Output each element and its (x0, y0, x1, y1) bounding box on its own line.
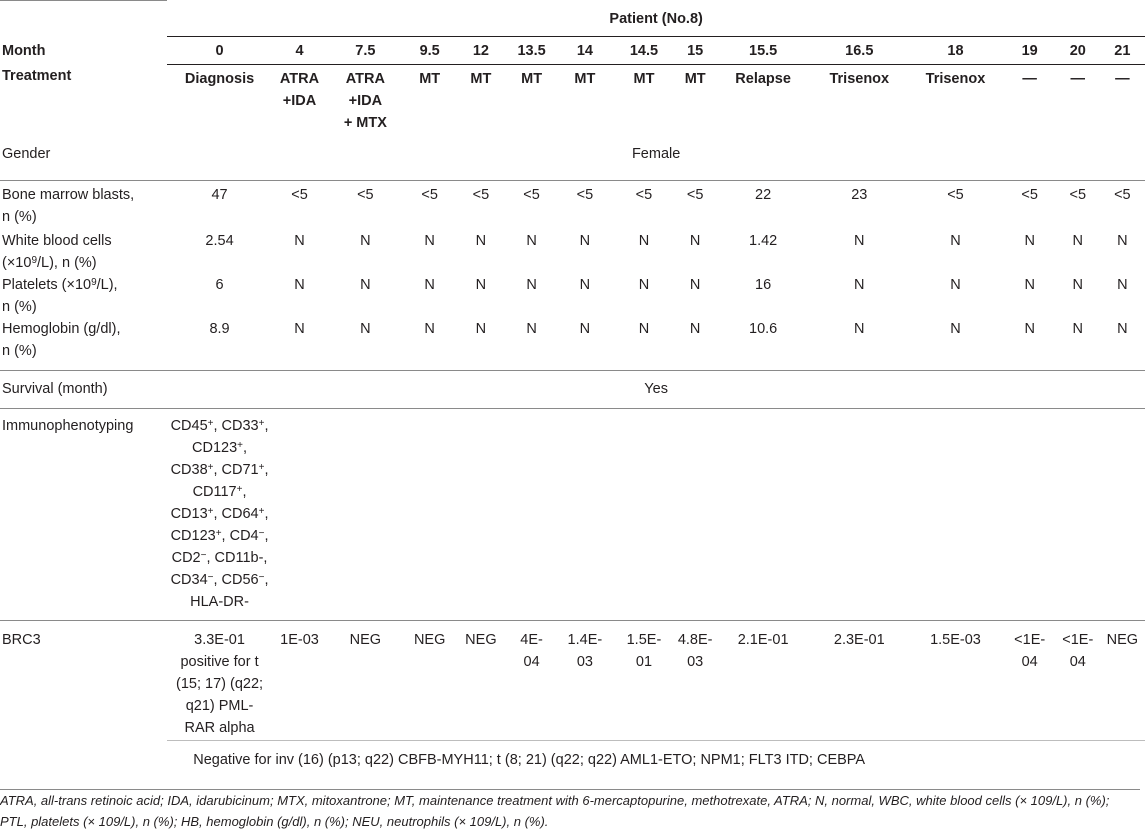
brc3-line: 03 (576, 653, 593, 670)
brc3-line: 4.8E- (677, 631, 713, 648)
patient-header: Patient (No.8) (167, 1, 1145, 37)
wbc-value: N (579, 233, 591, 249)
treatment-line: MT (684, 71, 706, 87)
plt-value: N (579, 277, 591, 293)
month-cell: 12 (456, 37, 506, 65)
brc3-value (907, 620, 1003, 740)
immuno-marker: CD2 (171, 549, 201, 566)
hb-value: N (1024, 321, 1035, 337)
wbc-value: N (294, 233, 305, 249)
immuno-marker: CD13 (170, 505, 208, 522)
immuno-marker: , (264, 571, 269, 588)
immuno-line (169, 569, 270, 591)
hb-value: N (638, 321, 650, 337)
wbc-value: N (475, 233, 487, 249)
hb-value: N (294, 321, 305, 337)
survival-value: Yes (167, 370, 1145, 408)
treatment-cell (715, 65, 811, 139)
wbc-value: N (950, 233, 961, 249)
blasts-value: <5 (557, 180, 612, 230)
immuno-line (169, 437, 270, 459)
plt-value: N (1024, 277, 1035, 293)
immuno-sign: + (237, 439, 244, 451)
wbc-value: N (360, 233, 371, 249)
immuno-line (169, 415, 270, 437)
brc3-line: 4E- (520, 631, 543, 648)
brc3-line: 2.1E-01 (737, 631, 789, 648)
month-cell: 9.5 (404, 37, 456, 65)
immuno-marker: HLA-DR- (190, 593, 249, 610)
month-cell: 16.5 (811, 37, 907, 65)
gender-value: Female (631, 146, 681, 162)
immuno-label: Immunophenotyping (0, 408, 167, 620)
immuno-line (169, 481, 270, 503)
treatment-cell (404, 65, 456, 139)
wbc-value: N (689, 233, 701, 249)
immuno-sign: + (215, 527, 222, 539)
immuno-line (169, 459, 270, 481)
brc3-line: (15; 17) (q22; (176, 675, 264, 692)
hb-value: N (950, 321, 961, 337)
brc3-line: 2.3E-01 (833, 631, 885, 648)
brc3-line: q21) PML- (185, 697, 254, 714)
hb-value: N (579, 321, 591, 337)
treatment-line: MT (574, 71, 596, 87)
immuno-sign: − (200, 549, 207, 561)
immuno-value (167, 408, 272, 620)
treatment-line: MT (521, 71, 543, 87)
treatment-line: MT (419, 71, 441, 87)
immuno-marker: CD123 (192, 439, 238, 456)
brc3-line: NEG (465, 631, 497, 648)
brc3-line: 04 (523, 653, 540, 670)
brc3-line: 04 (1021, 653, 1038, 670)
immuno-sign: + (207, 417, 214, 429)
treatment-cell (327, 65, 403, 139)
month-cell: 14 (557, 37, 612, 65)
blasts-value: <5 (675, 180, 715, 230)
wbc-label: White blood cells $(\times 10^9/L)$, n (%) (2, 233, 112, 271)
plt-value: N (475, 277, 487, 293)
plt-value: N (638, 277, 650, 293)
treatment-line: MT (633, 71, 655, 87)
month-cell: 21 (1100, 37, 1145, 65)
blasts-value: 22 (715, 180, 811, 230)
wbc-value: 1.42 (749, 233, 778, 249)
immuno-marker: , (264, 505, 269, 522)
hb-value: N (360, 321, 371, 337)
brc3-line: NEG (349, 631, 382, 648)
immuno-marker: CD34 (170, 571, 208, 588)
wbc-value: N (1072, 233, 1083, 249)
plt-value: N (950, 277, 961, 293)
blasts-value: <5 (1056, 180, 1100, 230)
immuno-line (169, 547, 270, 569)
treatment-cell (613, 65, 676, 139)
wbc-value: N (1117, 233, 1128, 249)
brc3-line: <1E- (1062, 631, 1094, 648)
brc3-line: positive for t (180, 653, 259, 670)
table-footnote: ATRA, all-trans retinoic acid; IDA, idarubicinum; MTX, mitoxantrone; MT, maintenance treatment with 6-mercaptopurine, methotrexate, ATRA; N, normal, WBC, white blood cells (× 109/L), n (%); PTL, platelets (× 109/L), n (%); HB, hemoglobin (g/dl), n (%); NEU, neutrophils (× 109/L), n (%). (0, 789, 1140, 832)
treatment-cell (1004, 65, 1056, 139)
immuno-sign: + (258, 461, 265, 473)
treatment-cell (506, 65, 557, 139)
brc3-line: RAR alpha (184, 719, 255, 736)
immuno-marker: , CD33 (213, 417, 259, 434)
wbc-value: 2.54 (205, 233, 234, 249)
immuno-sign: + (258, 417, 265, 429)
blasts-value: <5 (907, 180, 1003, 230)
immuno-sign: − (207, 571, 214, 583)
corner-cell (0, 1, 167, 37)
plt-value: 16 (755, 277, 772, 293)
brc3-line: <1E- (1014, 631, 1046, 648)
hb-value: 8.9 (209, 321, 230, 337)
survival-label: Survival (month) (0, 370, 167, 408)
brc3-line: 01 (635, 653, 653, 670)
hb-value: N (1117, 321, 1128, 337)
wbc-value: N (854, 233, 865, 249)
blasts-value: <5 (327, 180, 403, 230)
blasts-value: <5 (613, 180, 676, 230)
brc3-line: 3.3E-01 (194, 631, 245, 648)
brc3-value (272, 620, 327, 740)
immuno-marker: CD117 (192, 483, 237, 500)
treatment-line: +IDA (348, 93, 383, 109)
brc3-value (715, 620, 811, 740)
blasts-value: <5 (272, 180, 327, 230)
month-cell: 20 (1056, 37, 1100, 65)
wbc-value: N (424, 233, 435, 249)
negative-note: Negative for inv (16) (p13; q22) CBFB-MYH11; t (8; 21) (q22; q22) AML1-ETO; NPM1; FLT3 ITD; CEBPA (167, 740, 1145, 788)
immuno-sign: − (258, 571, 265, 583)
month-cell: 15.5 (715, 37, 811, 65)
brc3-value (404, 620, 456, 740)
brc3-value (811, 620, 907, 740)
treatment-line: Trisenox (829, 71, 890, 87)
plt-value: N (1072, 277, 1083, 293)
brc3-line: 1.5E- (626, 631, 662, 648)
blasts-value: <5 (1100, 180, 1145, 230)
plt-value: N (1117, 277, 1128, 293)
blasts-label: Bone marrow blasts, n (%) (0, 180, 167, 230)
brc3-line: 1E-03 (280, 631, 319, 648)
month-cell: 13.5 (506, 37, 557, 65)
plt-value: N (526, 277, 537, 293)
brc3-value (456, 620, 506, 740)
hb-value: N (475, 321, 487, 337)
brc3-line: 03 (687, 653, 704, 670)
treatment-line: ATRA (279, 71, 320, 87)
treatment-line: Relapse (735, 71, 791, 87)
treatment-line: — (1115, 71, 1130, 87)
blasts-value: 23 (811, 180, 907, 230)
treatment-cell (272, 65, 327, 139)
blasts-value: 47 (167, 180, 272, 230)
immuno-line (169, 525, 270, 547)
treatment-cell (907, 65, 1003, 139)
plt-value: N (854, 277, 865, 293)
immuno-line (169, 591, 270, 613)
immuno-marker: CD45 (170, 417, 208, 434)
month-label: Month (2, 42, 46, 59)
month-cell: 19 (1004, 37, 1056, 65)
gender-label: Gender (2, 146, 51, 162)
hb-value: N (424, 321, 435, 337)
immuno-sign: + (258, 505, 265, 517)
immuno-marker: CD38 (170, 461, 208, 478)
month-cell: 14.5 (613, 37, 676, 65)
wbc-value: N (526, 233, 537, 249)
treatment-line: +IDA (282, 93, 317, 109)
treatment-cell (167, 65, 272, 139)
immuno-marker: , CD64 (213, 505, 259, 522)
hb-value: N (1072, 321, 1083, 337)
brc3-line: 1.5E-03 (930, 631, 981, 648)
blasts-value: <5 (506, 180, 557, 230)
immuno-sign: − (258, 527, 265, 539)
treatment-line: MT (470, 71, 492, 87)
brc3-label: BRC3 (0, 620, 167, 740)
immuno-marker: , CD71 (213, 461, 259, 478)
hb-value: N (526, 321, 537, 337)
month-cell: 15 (675, 37, 715, 65)
immuno-marker: , CD56 (213, 571, 259, 588)
treatment-cell (1100, 65, 1145, 139)
treatment-cell (811, 65, 907, 139)
treatment-cell (456, 65, 506, 139)
brc3-value (1100, 620, 1145, 740)
treatment-line: Trisenox (925, 71, 986, 87)
blasts-value: <5 (456, 180, 506, 230)
plt-value: N (360, 277, 371, 293)
hb-value: 10.6 (749, 321, 778, 337)
brc3-value (327, 620, 403, 740)
treatment-line: ATRA (345, 71, 385, 87)
blasts-value: <5 (404, 180, 456, 230)
month-cell: 18 (907, 37, 1003, 65)
brc3-line: NEG (1106, 631, 1139, 648)
treatment-line: Diagnosis (184, 71, 255, 87)
hb-value: N (689, 321, 701, 337)
treatment-line: + MTX (343, 115, 387, 131)
plt-value: N (294, 277, 305, 293)
immuno-marker: , (242, 483, 247, 500)
immuno-marker: CD123 (170, 527, 216, 544)
plt-value: N (424, 277, 435, 293)
treatment-line: — (1022, 71, 1037, 87)
month-cell: 0 (167, 37, 272, 65)
brc3-value (1004, 620, 1056, 740)
brc3-value (557, 620, 612, 740)
brc3-value (675, 620, 715, 740)
brc3-value (167, 620, 272, 740)
immuno-sign: + (207, 505, 214, 517)
immuno-marker: , (264, 417, 269, 434)
treatment-cell (1056, 65, 1100, 139)
brc3-line: 1.4E- (567, 631, 603, 648)
immuno-marker: , (264, 461, 269, 478)
month-cell: 4 (272, 37, 327, 65)
plt-value: 6 (215, 277, 224, 293)
treatment-cell (675, 65, 715, 139)
brc3-value (506, 620, 557, 740)
brc3-line: 04 (1069, 653, 1086, 670)
immuno-marker: , CD11b-, (206, 549, 268, 566)
immuno-line (169, 503, 270, 525)
brc3-value (613, 620, 676, 740)
brc3-value (1056, 620, 1100, 740)
immuno-marker: , (264, 527, 269, 544)
plt-value: N (689, 277, 701, 293)
wbc-value: N (1024, 233, 1035, 249)
immuno-sign: + (236, 483, 243, 495)
immuno-marker: , CD4 (221, 527, 259, 544)
wbc-value: N (638, 233, 650, 249)
hb-value: N (854, 321, 865, 337)
hemoglobin-label: Hemoglobin (g/dl), n (%) (2, 321, 121, 359)
immuno-marker: , (243, 439, 248, 456)
immuno-sign: + (207, 461, 214, 473)
treatment-line: — (1070, 71, 1086, 87)
month-cell: 7.5 (327, 37, 403, 65)
blasts-value: <5 (1004, 180, 1056, 230)
treatment-label: Treatment (2, 67, 72, 84)
platelets-label: Platelets $(\times 10^9/L)$, n (%) (2, 277, 118, 315)
brc3-line: NEG (413, 631, 446, 648)
treatment-cell (557, 65, 612, 139)
